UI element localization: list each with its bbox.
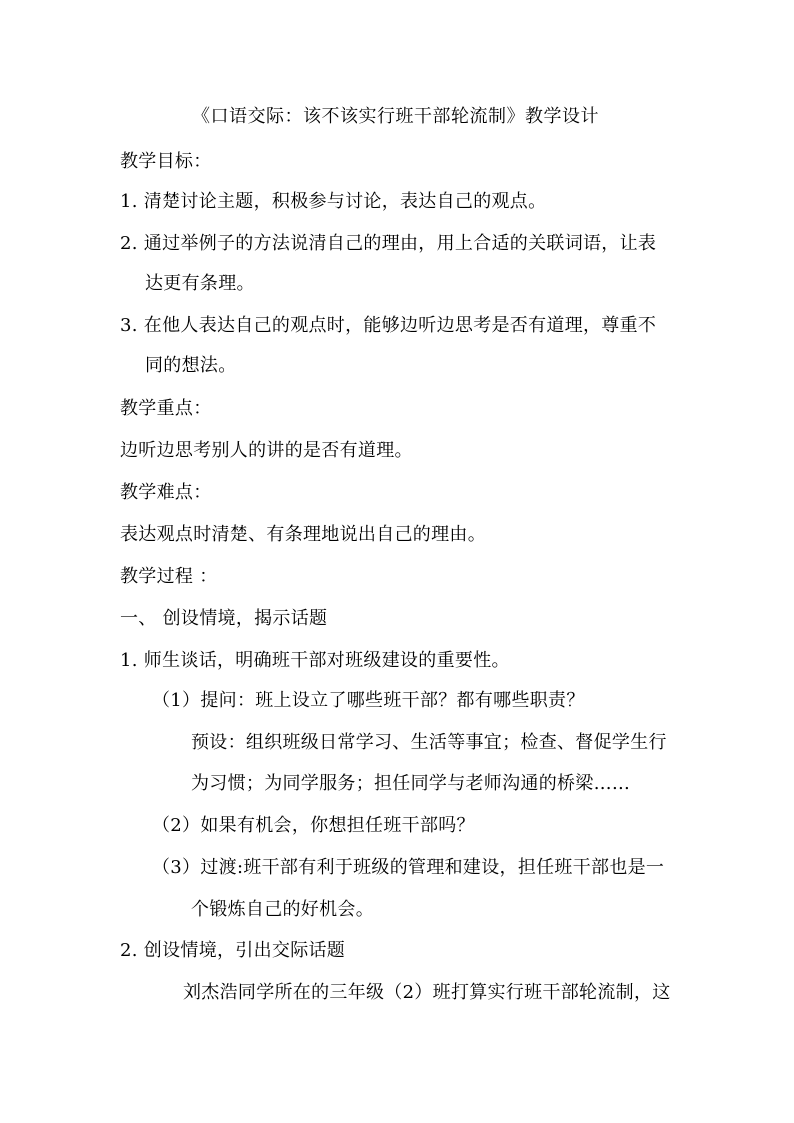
question-1: （1）提问：班上设立了哪些班干部？都有哪些职责？ <box>152 690 585 711</box>
step-1-heading: 1. 师生谈话，明确班干部对班级建设的重要性。 <box>120 650 510 671</box>
objective-3-line-1: 3. 在他人表达自己的观点时，能够边听边思考是否有道理，尊重不 <box>120 315 657 336</box>
objectives-heading: 教学目标： <box>120 151 212 172</box>
question-3-line-2: 个锻炼自己的好机会。 <box>191 899 374 920</box>
step-2-heading: 2. 创设情境，引出交际话题 <box>120 940 346 961</box>
question-3-line-1: （3）过渡:班干部有利于班级的管理和建设，担任班干部也是一 <box>152 857 665 878</box>
objective-1: 1. 清楚讨论主题，积极参与讨论，表达自己的观点。 <box>120 191 547 212</box>
objective-3-line-2: 同的想法。 <box>145 355 237 376</box>
document-title: 《口语交际：该不该实行班干部轮流制》教学设计 <box>192 106 599 127</box>
objective-2-line-1: 2. 通过举例子的方法说清自己的理由，用上合适的关联词语，让表 <box>120 233 657 254</box>
key-point-heading: 教学重点： <box>120 398 212 419</box>
question-1-preset-line-2: 为习惯；为同学服务；担任同学与老师沟通的桥梁…… <box>191 773 631 794</box>
section-1-heading: 一、 创设情境，揭示话题 <box>120 608 328 629</box>
key-point-text: 边听边思考别人的讲的是否有道理。 <box>120 440 413 461</box>
question-2: （2）如果有机会，你想担任班干部吗？ <box>152 815 475 836</box>
difficulty-text: 表达观点时清楚、有条理地说出自己的理由。 <box>120 524 486 545</box>
objective-2-line-2: 达更有条理。 <box>145 273 255 294</box>
process-heading: 教学过程 ： <box>120 566 218 587</box>
step-2-paragraph-line-1: 刘杰浩同学所在的三年级（2）班打算实行班干部轮流制，这 <box>183 982 671 1003</box>
difficulty-heading: 教学难点： <box>120 482 212 503</box>
question-1-preset-line-1: 预设：组织班级日常学习、生活等事宜；检查、督促学生行 <box>191 732 667 753</box>
